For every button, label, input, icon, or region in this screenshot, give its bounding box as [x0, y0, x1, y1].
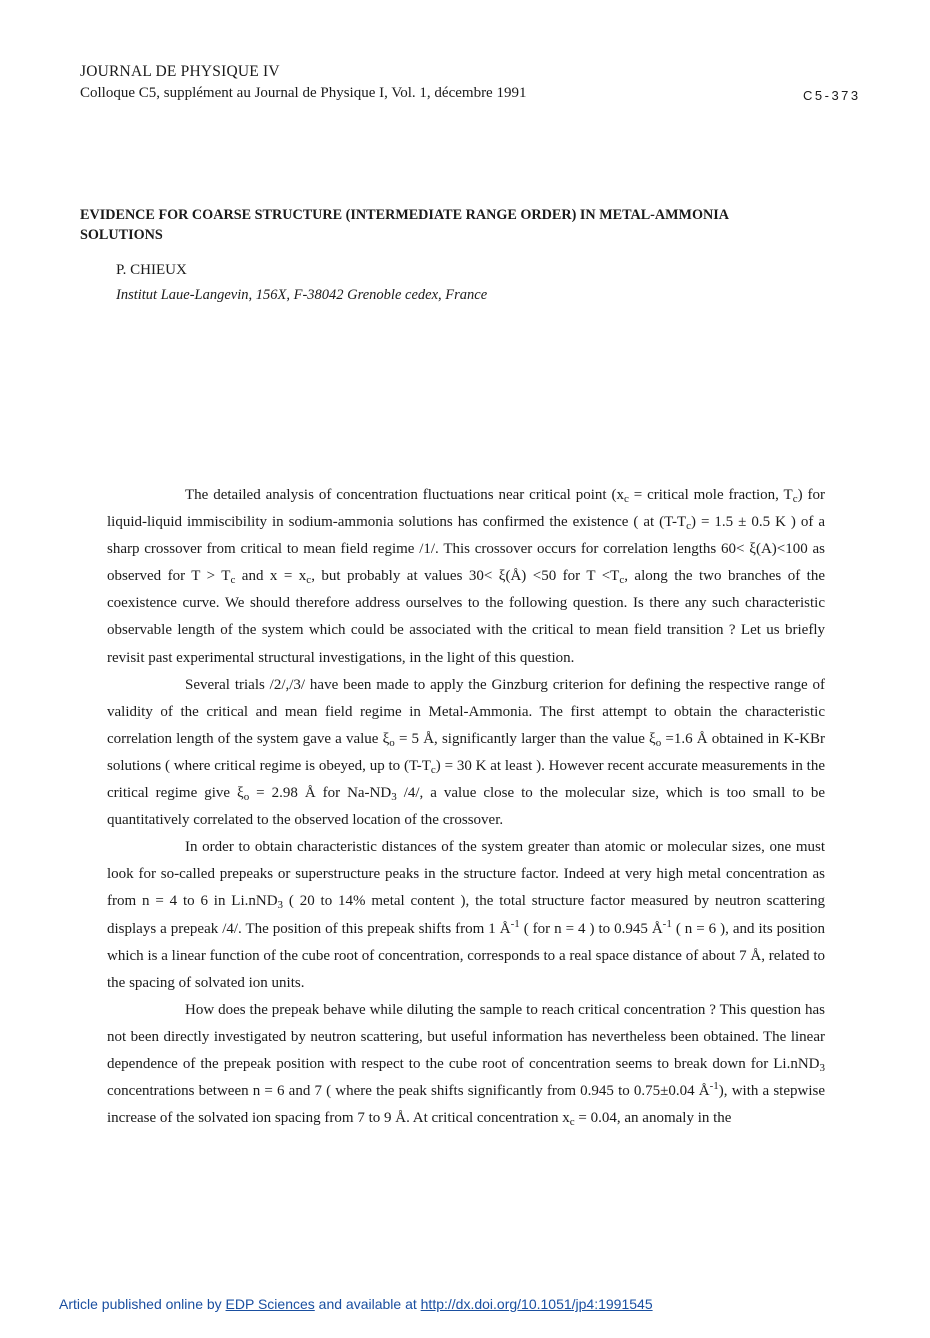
colloque-line: Colloque C5, supplément au Journal de Physique I, Vol. 1, décembre 1991 [80, 85, 527, 101]
paragraph-3: In order to obtain characteristic distances of the system greater than atomic or molecular sizes, one must look for so-called prepeaks or superstructure peaks in the structure factor. Indeed at very high metal concentration as from n = 4 to 6 in Li.nND$_3$ ( 20 to 14% metal content ), the total structure factor measured by neutron scattering displays a prepeak /4/. The position of this prepeak shifts from 1 $Å^{-1}$ ( for n = 4 ) to 0.945 $Å^{-1}$ ( n = 6 ), and its position which is a linear function of the cube root of concentration, corresponds to a real space distance of about 7 Å, related to the spacing of solvated ion units. [107, 839, 825, 991]
author-affiliation: Institut Laue-Langevin, 156X, F-38042 Grenoble cedex, France [116, 287, 488, 303]
footer-middle: and available at [318, 1296, 417, 1312]
article-title: EVIDENCE FOR COARSE STRUCTURE (INTERMEDIATE RANGE ORDER) IN METAL-AMMONIA SOLUTIONS [80, 207, 729, 243]
doi-link[interactable]: http://dx.doi.org/10.1051/jp4:1991545 [420, 1296, 653, 1312]
paragraph-2: Several trials /2/,/3/ have been made to apply the Ginzburg criterion for defining the respective range of validity of the critical and mean field regime in Metal-Ammonia. The first attempt to obtain the characteristic correlation length of the system gave a value $\xi_o = 5$ Å, significantly larger than the value $\xi_o =1.6$ Å obtained in K-KBr solutions ( where critical regime is obeyed, up to $(T-T_c) = 30$ K at least ). However recent accurate measurements in the critical regime give $\xi_o = 2.98$ Å for $Na-ND_3$ /4/, a value close to the molecular size, which is too small to be quantitatively correlated to the observed location of the crossover. [107, 676, 826, 829]
publisher-link[interactable]: EDP Sciences [225, 1296, 315, 1312]
page-number: C5-373 [803, 88, 861, 103]
author-name: P. CHIEUX [116, 262, 187, 278]
publication-footer [59, 1296, 653, 1312]
paragraph-4: How does the prepeak behave while diluting the sample to reach critical concentration ? This question has not been directly investigated by neutron scattering, but useful information has nevertheless been obtained. The linear dependence of the prepeak position with respect to the cube root of concentration seems to break down for Li.nND$_3$ concentrations between n = 6 and 7 ( where the peak shifts significantly from 0.945 to 0.75±0.04 $Å^{-1}$), with a stepwise increase of the solvated ion spacing from 7 to 9 Å. At critical concentration $x_c = 0.04$, an anomaly in the [107, 1001, 825, 1129]
paragraph-1: The detailed analysis of concentration fluctuations near critical point ($x_c$ = critical mole fraction, $T_c$) for liquid-liquid immiscibility in sodium-ammonia solutions has confirmed the existence ( at $(T-T_c) = 1.5 \pm 0.5$ K ) of a sharp crossover from critical to mean field regime /1/. This crossover occurs for correlation lengths 60< ξ(A)<100 as observed for $T > T_c$ and $x = x_c$, but probably at values 30< ξ(Å) <50 for $T <T_c$, along the two branches of the coexistence curve. We should therefore address ourselves to the following question. Is there any such characteristic observable length of the system which could be associated with the critical to mean field transition ? Let us briefly revisit past experimental structural investigations, in the light of this question. [107, 487, 826, 666]
footer-prefix: Article published online by [59, 1296, 222, 1312]
journal-name: JOURNAL DE PHYSIQUE IV [80, 63, 280, 80]
article-body [107, 482, 825, 1132]
